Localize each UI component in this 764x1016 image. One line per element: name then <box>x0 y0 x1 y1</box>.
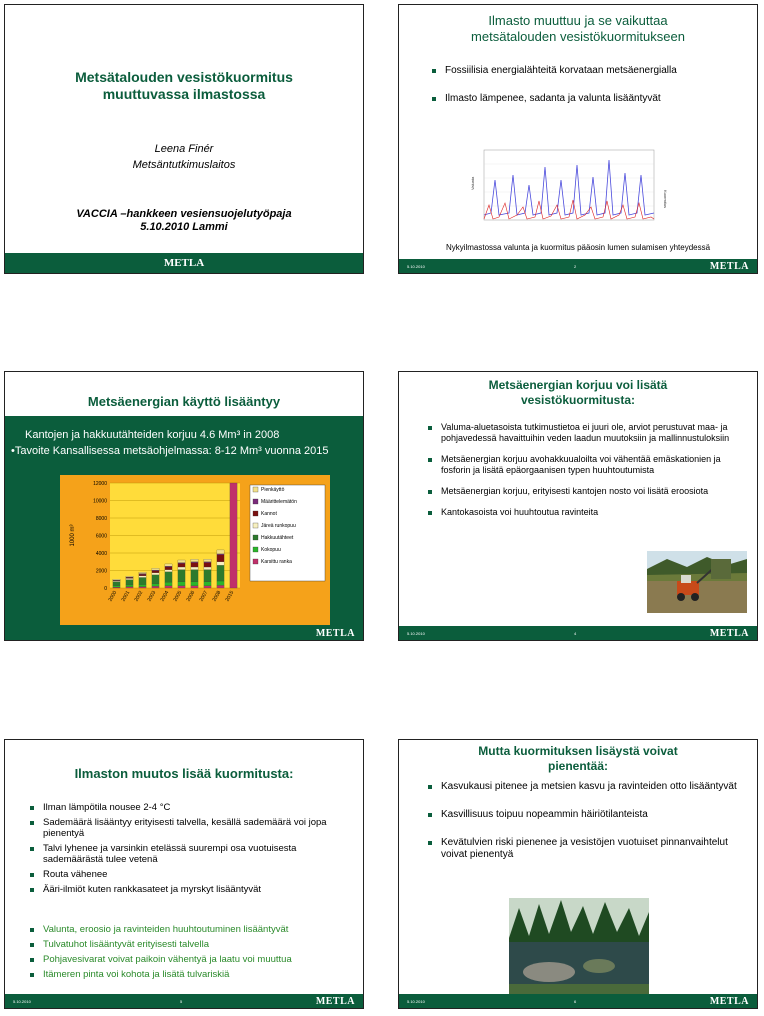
slide-6 <box>398 739 758 1009</box>
x-tick-label: 2001 <box>120 590 132 603</box>
slide4-title-line1: Metsäenergian korjuu voi lisätä <box>488 378 668 392</box>
bar-segment <box>217 581 224 585</box>
x-tick-label: 2006 <box>185 590 197 603</box>
slide5-title: Ilmaston muutos lisää kuormitusta: <box>74 766 294 781</box>
slide3-title: Metsäenergian käyttö lisääntyy <box>87 394 281 409</box>
x-tick-label: 2005 <box>172 590 184 603</box>
metla-logo: METLA <box>709 261 749 272</box>
bar-segment <box>204 570 211 582</box>
legend-label: Kannot <box>261 511 277 517</box>
legend-swatch <box>253 487 258 492</box>
bar-segment <box>139 576 146 578</box>
slide-number: 2 <box>574 264 577 269</box>
slide-2 <box>398 4 758 274</box>
slide6-title-line2: pienentää: <box>547 759 608 773</box>
bar-segment <box>139 574 146 575</box>
bar-segment <box>191 562 198 563</box>
bar-segment <box>113 581 120 582</box>
slide-3 <box>4 371 364 641</box>
y-tick-label: 6000 <box>95 533 107 540</box>
slide5-bullet: Ääri-ilmiöt kuten rankkasateet ja myrskyt lisääntyvät <box>27 884 349 895</box>
slide5-green-bullet: Pohjavesivarat voivat paikoin vähentyä ja laatu voi muuttua <box>27 954 349 965</box>
legend-swatch <box>253 559 258 564</box>
bar-segment <box>191 582 198 586</box>
legend-swatch <box>253 547 258 552</box>
slide-date: 5.10.2010 <box>407 631 425 636</box>
slide6-bullet: Kevätulvien riski pienenee ja vesistöjen vuotuiset pinnanvaihtelut voivat pienentyä <box>425 837 743 861</box>
bar-segment <box>204 567 211 570</box>
bar-segment <box>217 585 224 588</box>
chart-panel <box>60 475 330 625</box>
slide6-bullet: Kasvillisuus toipuu nopeammin häiriötilanteista <box>425 809 743 821</box>
bar-segment <box>126 587 133 588</box>
x-tick-label: 2003 <box>146 590 158 603</box>
bar-segment <box>139 578 146 585</box>
bar-segment <box>217 562 224 566</box>
slide-number: 6 <box>574 999 577 1004</box>
x-tick-label: 2008 <box>211 590 223 603</box>
x-tick-label: 2007 <box>198 590 210 603</box>
y-tick-label: 10000 <box>93 498 107 505</box>
bar-segment <box>178 564 185 568</box>
slide-number: 5 <box>180 999 183 1004</box>
slide1-title-line1: Metsätalouden vesistökuormitus <box>75 69 293 85</box>
bar-segment <box>178 563 185 564</box>
stacked-bar-chart <box>60 475 330 625</box>
slide5-bullet: Talvi lyhenee ja varsinkin etelässä suurempi osa vuotuisesta sademäärästä tulee vetenä <box>27 843 349 865</box>
lake-photo <box>509 898 649 994</box>
bar-segment <box>217 555 224 562</box>
bar-segment <box>139 572 146 573</box>
slide-date: 5.10.2010 <box>407 999 425 1004</box>
metla-logo: METLA <box>315 628 355 639</box>
slide5-green-bullet: Itämeren pinta voi kohota ja lisätä tulvariskiä <box>27 969 349 980</box>
bar-segment <box>204 562 211 563</box>
legend-label: Järeä runkopuu <box>261 523 296 529</box>
metla-logo: METLA <box>709 628 749 639</box>
bar-segment <box>178 560 185 563</box>
legend-label: Hakkuutähteet <box>261 535 294 541</box>
bar-segment <box>191 563 198 567</box>
slide3-title-band <box>5 372 363 416</box>
legend-swatch <box>253 535 258 540</box>
y-axis-label: 1000 m³ <box>70 524 76 547</box>
bar-segment <box>178 567 185 570</box>
slide1-author: Leena Finér <box>154 143 214 155</box>
slide4-title <box>399 378 757 408</box>
slide-date: 5.10.2010 <box>407 264 425 269</box>
slide1-event-line1: VACCIA –hankkeen vesiensuojelutyöpaja <box>76 208 292 220</box>
bar-segment <box>126 578 133 579</box>
bar-segment <box>126 585 133 587</box>
svg-text:Kuormitus: Kuormitus <box>663 190 668 209</box>
slide2-footer <box>399 259 757 273</box>
legend-label: Määrittelemätön <box>261 499 297 505</box>
slide4-bullet: Kantokasoista voi huuhtoutua ravinteita <box>425 507 743 518</box>
bar-segment <box>152 570 159 571</box>
bar-segment <box>152 568 159 570</box>
slide2-title-line2: metsätalouden vesistökuormitukseen <box>471 29 685 44</box>
bar-segment <box>191 567 198 570</box>
slide4-bullet: Valuma-aluetasoista tutkimustietoa ei juuri ole, arviot perustuvat maa- ja pohjavedessä havaittuihin veden laadun muutoksiin ja mallinnustuloksiin <box>425 422 743 444</box>
bar-segment <box>113 582 120 586</box>
bar-segment <box>230 483 237 588</box>
slide6-bullets <box>425 781 743 864</box>
slide6-title <box>399 744 757 774</box>
bar-segment <box>139 574 146 575</box>
bar-segment <box>217 550 224 554</box>
bar-segment <box>165 586 172 588</box>
slide3-line2: •Tavoite Kansallisessa metsäohjelmassa: 8-12 Mm³ vuonna 2015 <box>11 445 329 457</box>
x-tick-label: 2015 <box>224 590 236 603</box>
bar-segment <box>204 559 211 562</box>
bar-segment <box>126 578 133 579</box>
bar-segment <box>191 586 198 588</box>
slide4-bullets <box>425 422 743 521</box>
bar-segment <box>152 571 159 573</box>
x-tick-label: 2002 <box>133 590 145 603</box>
slide1-title-line2: muuttuvassa ilmastossa <box>102 86 266 102</box>
slide5-bullets <box>27 802 349 898</box>
slide5-bullet: Ilman lämpötila nousee 2-4 °C <box>27 802 349 813</box>
bar-segment <box>191 559 198 562</box>
slide6-footer <box>399 994 757 1008</box>
legend-label: Pienkäyttö <box>261 487 285 493</box>
slide4-title-line2: vesistökuormitusta: <box>520 393 636 407</box>
bar-segment <box>139 585 146 587</box>
bar-segment <box>165 582 172 586</box>
bar-segment <box>178 570 185 582</box>
y-tick-label: 12000 <box>93 481 107 487</box>
slide2-title <box>399 13 757 45</box>
bar-segment <box>204 586 211 588</box>
slide3-logo-band <box>5 626 363 640</box>
bar-segment <box>126 576 133 577</box>
bar-segment <box>152 573 159 575</box>
slide6-title-line1: Mutta kuormituksen lisäystä voivat <box>478 744 678 758</box>
bar-segment <box>139 587 146 588</box>
legend-swatch <box>253 523 258 528</box>
slide2-bullets <box>429 65 737 108</box>
slide-5 <box>4 739 364 1009</box>
runoff-chart <box>469 145 669 235</box>
slide1-event <box>5 208 363 234</box>
slide4-footer <box>399 626 757 640</box>
slide5-green-bullet: Valunta, eroosio ja ravinteiden huuhtoutuminen lisääntyvät <box>27 924 349 935</box>
slide6-bullet: Kasvukausi pitenee ja metsien kasvu ja ravinteiden otto lisääntyvät <box>425 781 743 793</box>
y-tick-label: 4000 <box>95 551 107 557</box>
legend-label: Kokopuu <box>261 547 281 553</box>
bar-segment <box>152 586 159 588</box>
slide4-bullet: Metsäenergian korjuu, erityisesti kantojen nosto voi lisätä eroosiota <box>425 486 743 497</box>
bar-segment <box>113 579 120 580</box>
legend-swatch <box>253 511 258 516</box>
y-tick-label: 2000 <box>95 568 107 575</box>
y-tick-label: 0 <box>104 586 107 592</box>
slide5-green-bullets <box>27 924 349 983</box>
bar-segment <box>178 586 185 588</box>
metla-logo: METLA <box>315 996 355 1007</box>
bar-segment <box>204 563 211 567</box>
legend-swatch <box>253 499 258 504</box>
slide4-bullet: Metsäenergian korjuu avohakkuualoilta voi vähentää emäskationien ja fosforin ja lisätä epäorgaanisen typen huuhtoutumista <box>425 454 743 476</box>
slide-date: 5.10.2010 <box>13 999 31 1004</box>
bar-segment <box>165 567 172 570</box>
bar-segment <box>113 587 120 588</box>
harvester-photo <box>647 551 747 613</box>
slide1-org: Metsäntutkimuslaitos <box>132 159 236 171</box>
metla-logo: METLA <box>163 257 205 269</box>
x-tick-label: 2000 <box>107 590 119 603</box>
slide2-bullet: Fossiilisia energialähteitä korvataan metsäenergialla <box>429 65 737 77</box>
bar-segment <box>204 582 211 586</box>
metla-logo: METLA <box>709 996 749 1007</box>
slide5-footer <box>5 994 363 1008</box>
bar-segment <box>165 564 172 566</box>
slide1-footer <box>5 253 363 273</box>
slide5-bullet: Sademäärä lisääntyy erityisesti talvella, kesällä sademäärä voi jopa pienentyä <box>27 817 349 839</box>
bar-segment <box>217 554 224 555</box>
slide2-bullet: Ilmasto lämpenee, sadanta ja valunta lisääntyvät <box>429 93 737 105</box>
bar-segment <box>191 570 198 582</box>
svg-text:Valunta: Valunta <box>470 176 475 190</box>
legend-label: Karsittu ranka <box>261 559 292 565</box>
bar-segment <box>152 584 159 587</box>
slide2-caption: Nykyilmastossa valunta ja kuormitus pääosin lumen sulamisen yhteydessä <box>445 243 711 252</box>
bar-segment <box>152 575 159 584</box>
slide1-event-line2: 5.10.2010 Lammi <box>140 221 228 233</box>
slide-4 <box>398 371 758 641</box>
bar-segment <box>165 572 172 583</box>
bar-segment <box>113 586 120 587</box>
bar-segment <box>126 580 133 585</box>
slide5-bullet: Routa vähenee <box>27 869 349 880</box>
slide1-title <box>5 69 363 103</box>
x-tick-label: 2004 <box>159 590 171 603</box>
slide3-line1: Kantojen ja hakkuutähteiden korjuu 4.6 Mm³ in 2008 <box>25 429 280 441</box>
slide-number: 4 <box>574 631 577 636</box>
y-tick-label: 8000 <box>95 516 107 522</box>
slide-1 <box>4 4 364 274</box>
bar-segment <box>217 565 224 581</box>
slide2-title-line1: Ilmasto muuttuu ja se vaikuttaa <box>488 13 668 28</box>
slide5-green-bullet: Tulvatuhot lisääntyvät erityisesti talvella <box>27 939 349 950</box>
bar-segment <box>165 570 172 572</box>
bar-segment <box>178 582 185 586</box>
bar-segment <box>165 566 172 567</box>
